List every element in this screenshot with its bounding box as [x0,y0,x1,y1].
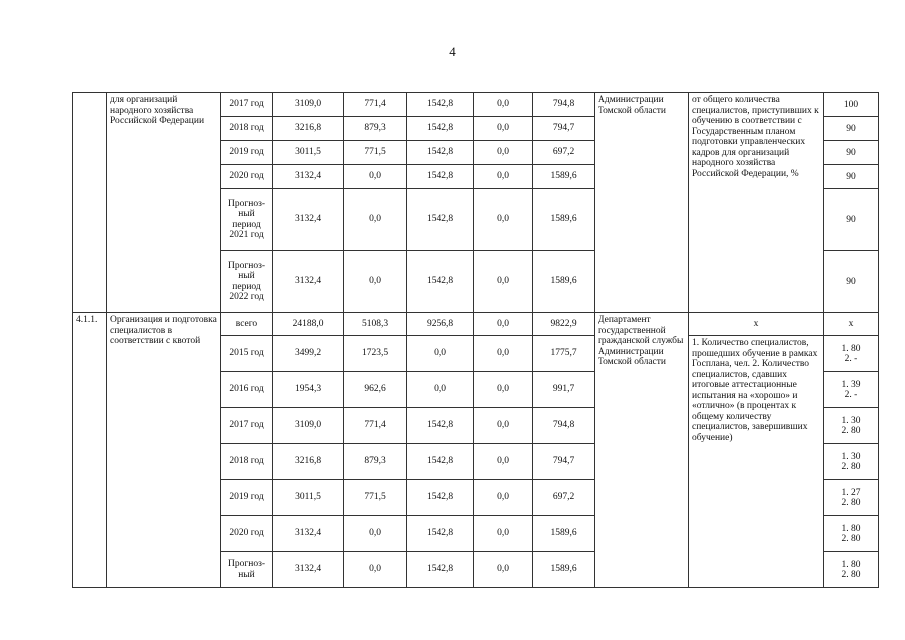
indicator-value-2: 2. 80 [841,533,861,544]
year-cell: 2020 год [221,165,273,189]
funding-cell: 1775,7 [533,336,595,372]
funding-cell: 0,0 [407,336,474,372]
indicator-value-2: 2. 80 [841,425,861,436]
funding-cell: 0,0 [344,251,407,313]
funding-cell: 1589,6 [533,165,595,189]
funding-cell: 1542,8 [407,516,474,552]
indicator-cell: от общего количества специалистов, приступивших к обучению в соответствии с Государственным планом подготовки управленческих кадров для организаций народного хозяйства Российской Федерации, % [689,93,824,313]
funding-cell: 794,7 [533,444,595,480]
total-cell: 3216,8 [273,117,344,141]
funding-cell: 1589,6 [533,552,595,588]
indicator-value-cell [824,516,879,552]
year-cell: Прогноз-ный период 2022 год [221,251,273,313]
funding-cell: 0,0 [474,93,533,117]
funding-cell: 697,2 [533,141,595,165]
funding-cell: 0,0 [474,444,533,480]
total-cell: 3132,4 [273,552,344,588]
total-cell: 3011,5 [273,480,344,516]
year-cell: 2017 год [221,408,273,444]
funding-cell: 794,8 [533,408,595,444]
funding-cell: 0,0 [474,552,533,588]
indicator-value-cell [824,480,879,516]
funding-cell: 991,7 [533,372,595,408]
total-cell: 3499,2 [273,336,344,372]
item-title-cell: Организация и подготовка специалистов в соответствии с квотой [107,313,221,588]
total-cell: 3011,5 [273,141,344,165]
funding-cell: 0,0 [344,189,407,251]
executor-cell: Департамент государственной гражданской службы Администрации Томской области [595,313,689,588]
funding-cell: 9256,8 [407,313,474,336]
funding-cell: 1542,8 [407,189,474,251]
total-cell: 24188,0 [273,313,344,336]
indicator-value-2: 2. 80 [841,569,861,580]
indicator-value-1: 1. 80 [841,523,861,534]
funding-cell: 9822,9 [533,313,595,336]
indicator-value-cell [824,336,879,372]
year-cell: 2019 год [221,480,273,516]
total-cell: 3132,4 [273,189,344,251]
year-cell: 2015 год [221,336,273,372]
indicator-value-cell: 90 [824,117,879,141]
indicator-value-cell: 90 [824,251,879,313]
funding-cell: 0,0 [474,516,533,552]
year-cell: Прогноз-ный период 2021 год [221,189,273,251]
year-cell: 2017 год [221,93,273,117]
year-cell: 2018 год [221,444,273,480]
indicator-value-2: 2. - [844,353,858,364]
total-cell: 3132,4 [273,165,344,189]
item-number-cell: 4.1.1. [73,313,107,588]
indicator-value-cell [824,408,879,444]
indicator-value-cell [824,372,879,408]
executor-cell: Администрации Томской области [595,93,689,313]
funding-cell: 1589,6 [533,251,595,313]
table-row [73,313,879,336]
funding-cell: 0,0 [474,251,533,313]
indicator-value-1: 1. 39 [841,379,861,390]
total-cell: 3132,4 [273,516,344,552]
indicator-value-1: 1. 80 [841,343,861,354]
page-number: 4 [449,44,456,59]
indicator-value-1: 1. 30 [841,415,861,426]
funding-cell: 771,4 [344,93,407,117]
funding-cell: 0,0 [474,480,533,516]
funding-cell: 1589,6 [533,516,595,552]
year-cell: 2018 год [221,117,273,141]
funding-cell: 0,0 [407,372,474,408]
funding-cell: 1542,8 [407,165,474,189]
funding-cell: 771,5 [344,141,407,165]
funding-cell: 5108,3 [344,313,407,336]
funding-cell: 1542,8 [407,251,474,313]
indicator-value-cell: 90 [824,189,879,251]
total-cell: 3109,0 [273,408,344,444]
funding-cell: 0,0 [474,189,533,251]
indicator-cell: 1. Количество специалистов, прошедших обучение в рамках Госплана, чел. 2. Количество специалистов, сдавших итоговые аттестационные испытания на «хорошо» и «отлично» (в процентах к общему количеству специалистов, завершивших обучение) [689,336,824,588]
indicator-value-cell: 100 [824,93,879,117]
indicator-header-cell: х [689,313,824,336]
funding-cell: 794,7 [533,117,595,141]
total-cell: 3109,0 [273,93,344,117]
funding-cell: 0,0 [474,336,533,372]
funding-cell: 0,0 [474,141,533,165]
funding-cell: 962,6 [344,372,407,408]
total-cell: 3216,8 [273,444,344,480]
funding-cell: 1542,8 [407,480,474,516]
funding-cell: 771,4 [344,408,407,444]
funding-cell: 0,0 [344,516,407,552]
indicator-value-2: 2. 80 [841,461,861,472]
funding-cell: 0,0 [474,372,533,408]
year-cell: 2016 год [221,372,273,408]
funding-cell: 1589,6 [533,189,595,251]
funding-cell: 1542,8 [407,408,474,444]
indicator-value-2: 2. 80 [841,497,861,508]
funding-cell: 0,0 [344,552,407,588]
funding-cell: 0,0 [344,165,407,189]
funding-cell: 0,0 [474,408,533,444]
indicator-value-cell: 90 [824,141,879,165]
funding-cell: 1542,8 [407,552,474,588]
funding-cell: 879,3 [344,117,407,141]
funding-cell: 1542,8 [407,117,474,141]
indicator-value-cell: х [824,313,879,336]
item-title-cell: для организаций народного хозяйства Российской Федерации [107,93,221,313]
year-cell: 2019 год [221,141,273,165]
funding-cell: 1542,8 [407,141,474,165]
indicator-value-cell: 90 [824,165,879,189]
year-cell: 2020 год [221,516,273,552]
funding-cell: 794,8 [533,93,595,117]
table-row [73,93,879,117]
funding-cell: 0,0 [474,165,533,189]
total-cell: 3132,4 [273,251,344,313]
item-number-cell [73,93,107,313]
indicator-value-2: 2. - [844,389,858,400]
funding-cell: 879,3 [344,444,407,480]
funding-cell: 0,0 [474,313,533,336]
indicator-value-1: 1. 30 [841,451,861,462]
funding-cell: 771,5 [344,480,407,516]
indicator-value-cell [824,444,879,480]
year-cell: всего [221,313,273,336]
indicator-value-1: 1. 80 [841,559,861,570]
year-cell: Прогноз-ный [221,552,273,588]
program-table [72,92,879,588]
indicator-value-cell [824,552,879,588]
funding-cell: 1723,5 [344,336,407,372]
funding-cell: 1542,8 [407,444,474,480]
funding-cell: 0,0 [474,117,533,141]
funding-cell: 1542,8 [407,93,474,117]
total-cell: 1954,3 [273,372,344,408]
funding-cell: 697,2 [533,480,595,516]
indicator-value-1: 1. 27 [841,487,861,498]
